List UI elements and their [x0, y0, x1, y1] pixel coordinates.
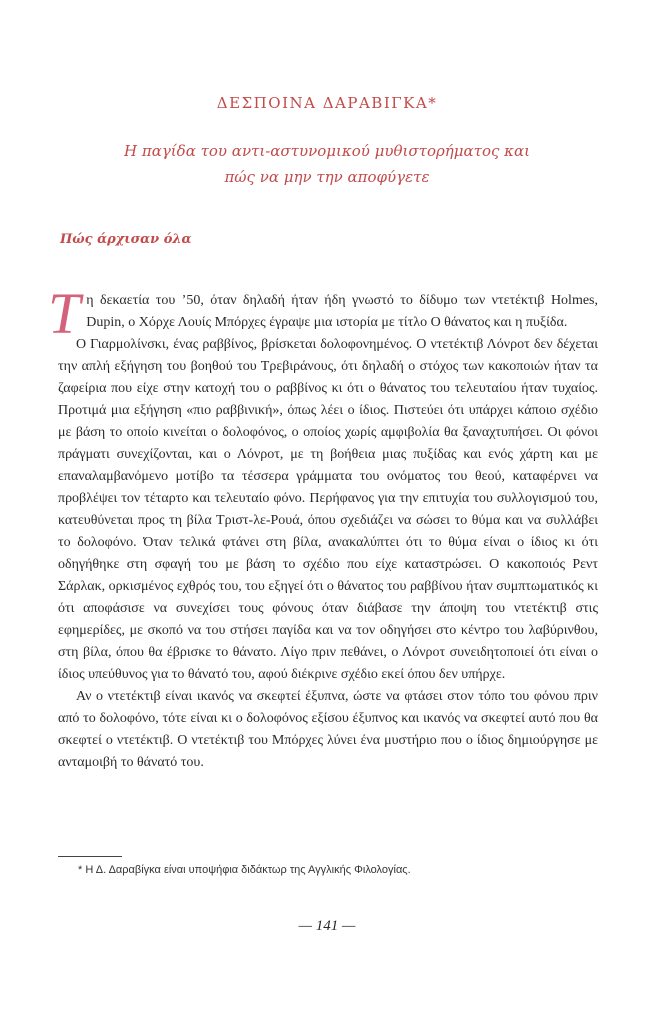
paragraph-3: Αν ο ντετέκτιβ είναι ικανός να σκεφτεί έξυπνα, ώστε να φτάσει στον τόπο του φόνου πριν από το δολοφόνο, τότε είναι κι ο δολοφόνος εξίσου έξυπνος και ικανός να σκεφτεί αυτό που θα σκεφτεί ο ντετέκτιβ. Ο ντετέκτιβ του Μπόρχες λύνει ένα μυστήριο που ο ίδιος δημιούργησε με ανταμοιβή το θάνατό του.	[58, 689, 598, 770]
footnote-divider	[58, 856, 122, 857]
title-line-2: πώς να μην την αποφύγετε	[224, 168, 430, 186]
paragraph-2: Ο Γιαρμολίνσκι, ένας ραββίνος, βρίσκεται δολοφονημένος. Ο ντετέκτιβ Λόνροτ δεν δέχεται την απλή εξήγηση του βοηθού του Τρεβιράνους, ότι δηλαδή ο στόχος των κακοποιών ήταν τα ζαφείρια που είχε στην κατοχή του ο ραββίνος κι ότι ο θάνατος του τελευταίου ήταν τυχαίος. Προτιμά μια εξήγηση «πιο ραββινική», όπως λέει ο ίδιος. Πιστεύει ότι υπάρχει κάποιο σχέδιο με βάση το οποίο κινείται ο δολοφόνος, ο οποίος χωρίς αμφιβολία θα ξαναχτυπήσει. Οι φόνοι πράγματι συνεχίζονται, και ο Λόνροτ, με τη βοήθεια μιας πυξίδας και ενός χάρτη και με επαναλαμβανόμενο μοτίβο τα τέσσερα γράμματα του ονόματος του θεού, καταφέρνει να προβλέψει τον τέταρτο και τελευταίο φόνο. Περήφανος για την επιτυχία του συλλογισμού του, κατευθύνεται προς τη βίλα Τριστ-λε-Ρουά, όπου σχεδιάζει να σώσει το θύμα και να συλλάβει το δολοφόνο. Όταν τελικά φτάνει στη βίλα, ανακαλύπτει ότι το θύμα είναι ο ίδιος κι ότι οδηγήθηκε στη σφαγή του με βάση το σχέδιο που είχε καταστρώσει. Ο κακοποιός Ρεντ Σάρλακ, ορκισμένος εχθρός του, του εξηγεί ότι ο θάνατος του ραββίνου ήταν συμπτωματικός κι ότι αποφάσισε να συνεχίσει τους φόνους όταν διάβασε την άποψη του ντετέκτιβ στις εφημερίδες, με σκοπό να του στήσει παγίδα και να τον οδηγήσει στο κέντρο του λαβύρινθου, στη βίλα, όπου θα έβρισκε το θάνατο. Λίγο πριν πεθάνει, ο Λόνροτ συνειδητοποιεί ότι είναι ο ίδιος υπεύθυνος για το θάνατό του, αφού διέκρινε σχέδιο εκεί όπου δεν υπήρχε.	[58, 337, 598, 682]
paragraph-1	[48, 281, 598, 346]
author-name: ΔΕΣΠΟΙΝΑ ΔΑΡΑΒΙΓΚΑ*	[216, 94, 438, 112]
footnote: * Η Δ. Δαραβίγκα είναι υποψήφια διδάκτωρ της Αγγλικής Φιλολογίας.	[78, 864, 411, 876]
drop-cap: Τ	[48, 281, 81, 346]
page-number: — 141 —	[298, 918, 356, 934]
title-line-1: Η παγίδα του αντι-αστυνομικού μυθιστορήματος και	[123, 142, 531, 160]
section-heading: Πώς άρχισαν όλα	[60, 232, 192, 247]
article-title	[40, 138, 614, 190]
article-body	[48, 281, 598, 774]
paragraph-1-text: η δεκαετία του ’50, όταν δηλαδή ήταν ήδη γνωστό το δίδυμο των ντετέκτιβ Holmes, Dupin, ο Χόρχε Λουίς Μπόρχες έγραψε μια ιστορία με τίτλο Ο θάνατος και η πυξίδα.	[86, 293, 598, 330]
